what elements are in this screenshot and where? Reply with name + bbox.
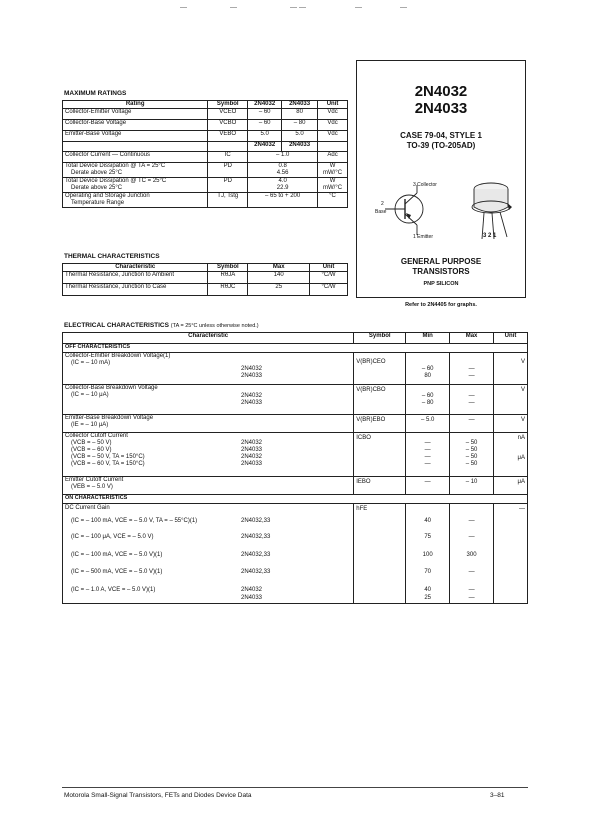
symbol-cell: ICBO [354, 433, 406, 477]
scan-mark-5: — [400, 4, 407, 11]
case-label-2: TO-39 (TO-205AD) [406, 141, 476, 150]
thermal-table-wrap [62, 263, 348, 296]
max-ratings-table-wrap [62, 100, 348, 208]
header-rating: Rating [63, 101, 208, 109]
rating-cell: Total Device Dissipation @ TA = 25°C [65, 162, 166, 169]
pin-collector-label: 3 Collector [413, 182, 437, 188]
table-row [63, 415, 528, 433]
symbol-cell: IEBO [354, 477, 406, 495]
param-device: 2N4032 [241, 366, 263, 372]
header-min: Min [406, 333, 450, 344]
rating-cell: Collector Current — Continuous [63, 151, 208, 162]
max-value: — [468, 399, 475, 406]
symbol-cell: TJ, Tstg [208, 192, 248, 207]
table-row [63, 177, 348, 192]
char-cell: Thermal Resistance, Junction to Case [63, 283, 208, 295]
unit-cell: °C/W [310, 283, 348, 295]
symbol-cell: RθJC [208, 283, 248, 295]
pin-emitter-label: 1 Emitter [413, 234, 434, 240]
min-value: — [424, 460, 431, 467]
unit-sub-cell: mW/°C [323, 184, 343, 191]
unit-cell: V [494, 353, 528, 385]
max-value: — [468, 366, 475, 372]
max-value: — [468, 569, 475, 575]
table-row [63, 283, 348, 295]
symbol-cell: hFE [354, 504, 406, 604]
min-value: — [406, 477, 450, 495]
part-number-1: 2N4032 [414, 83, 468, 100]
max-cell: 140 [248, 271, 310, 283]
value-cell: – 60 [248, 108, 282, 119]
min-value: 25 [424, 595, 431, 601]
unit-value: nA [517, 435, 525, 441]
symbol-cell: PD [208, 162, 248, 177]
table-row [63, 162, 348, 177]
on-device: 2N4032,33 [241, 518, 271, 524]
rating-cell: Operating and Storage Junction [65, 192, 150, 199]
unit-cell: Vdc [318, 130, 348, 141]
on-cond: (IC = – 500 mA, VCE = – 5.0 V)(1) [71, 569, 163, 575]
table-row [63, 108, 348, 119]
param-device: 2N4032 [241, 393, 263, 399]
scan-mark-3: — — [290, 4, 306, 11]
thermal-table [62, 263, 348, 296]
min-value: — [424, 440, 431, 446]
max-value: — [468, 595, 475, 601]
unit-cell: V [494, 415, 528, 433]
unit-cell: °C/W [310, 271, 348, 283]
max-value: — [468, 372, 475, 379]
on-cond: (IC = – 100 mA, VCE = – 5.0 V)(1) [71, 552, 163, 558]
table-row [63, 477, 528, 495]
unit-cell: W [329, 177, 336, 184]
rating-cell: Collector-Base Voltage [63, 119, 208, 130]
header-characteristic: Characteristic [63, 264, 208, 272]
unit-cell: V [494, 385, 528, 415]
header-unit: Unit [318, 101, 348, 109]
param-name: Emitter Cutoff Current [65, 477, 124, 483]
min-value: – 60 [421, 366, 434, 372]
table-row [63, 271, 348, 283]
electrical-title-note: (TA = 25°C unless otherwise noted.) [170, 323, 259, 329]
min-value: — [424, 446, 431, 453]
value-cell: 80 [282, 108, 318, 119]
max-value: 300 [466, 552, 477, 558]
header-unit: Unit [494, 333, 528, 344]
sub-header-2n4033: 2N4033 [282, 141, 318, 151]
on-cond: (IC = – 100 μA, VCE = – 5.0 V) [71, 534, 154, 540]
on-cond: (IC = – 1.0 A, VCE = – 5.0 V)(1) [71, 587, 156, 593]
package-pin-numbers: 3 2 1 [483, 233, 497, 239]
param-device: 2N4033 [241, 373, 263, 379]
table-row [63, 433, 528, 477]
electrical-header-row [63, 333, 528, 344]
symbol-cell: VEBO [208, 130, 248, 141]
min-value: – 60 [421, 393, 434, 399]
max-value: – 50 [465, 446, 478, 453]
max-value: – 10 [450, 477, 494, 495]
unit-cell: Adc [318, 151, 348, 162]
param-cond: (IC = – 10 mA) [71, 359, 111, 366]
max-value: – 50 [465, 453, 478, 460]
symbol-cell: IC [208, 151, 248, 162]
unit-cell: Vdc [318, 119, 348, 130]
min-value: 100 [422, 552, 433, 558]
table-row [63, 119, 348, 130]
param-device: 2N4033 [241, 461, 263, 467]
scan-mark-4: — [355, 4, 362, 11]
param-device: 2N4033 [241, 400, 263, 406]
max-value: — [450, 415, 494, 433]
pin-base-number: 2 [381, 201, 384, 207]
param-name: DC Current Gain [65, 505, 110, 511]
top-scan-marks [160, 4, 420, 12]
rating-cell: Emitter-Base Voltage [63, 130, 208, 141]
rating-sub-cell: Derate above 25°C [71, 169, 123, 176]
on-device: 2N4032,33 [241, 534, 271, 540]
param-device: 2N4032 [241, 454, 263, 460]
param-cond: (VCB = – 50 V) [71, 439, 112, 446]
max-value: — [468, 393, 475, 399]
unit-value: μA [517, 455, 525, 461]
refer-note: Refer to 2N4405 for graphs. [405, 302, 477, 308]
table-row [63, 504, 528, 604]
unit-cell: W [329, 162, 336, 169]
sub-header-2n4032: 2N4032 [248, 141, 282, 151]
electrical-table-wrap [62, 332, 528, 604]
param-device: 2N4033 [241, 447, 263, 453]
header-max: Max [450, 333, 494, 344]
unit-cell: — [494, 504, 528, 604]
min-value: – 80 [421, 399, 434, 406]
unit-cell: Vdc [318, 108, 348, 119]
max-cell: 25 [248, 283, 310, 295]
param-name: Collector-Base Breakdown Voltage [65, 385, 158, 391]
symbol-cell: VCEO [208, 108, 248, 119]
max-value: — [468, 587, 475, 593]
value-cell: 5.0 [248, 130, 282, 141]
header-2n4032: 2N4032 [248, 101, 282, 109]
char-cell: Thermal Resistance, Junction to Ambient [63, 271, 208, 283]
max-value: – 50 [465, 440, 478, 446]
min-value: — [424, 453, 431, 460]
max-ratings-table [62, 100, 348, 208]
header-symbol: Symbol [208, 101, 248, 109]
electrical-title: ELECTRICAL CHARACTERISTICS [64, 322, 169, 329]
min-value: 70 [424, 569, 431, 575]
rating-sub-cell: Temperature Range [71, 199, 125, 206]
rating-cell: Total Device Dissipation @ TC = 25°C [65, 177, 167, 184]
param-name: Collector-Emitter Breakdown Voltage(1) [65, 353, 171, 359]
max-value: — [468, 534, 475, 540]
electrical-title-line [64, 322, 259, 329]
symbol-cell: V(BR)CBO [354, 385, 406, 415]
param-name: Collector Cutoff Current [65, 433, 128, 439]
min-value: 40 [424, 587, 431, 593]
on-device: 2N4032 [241, 587, 263, 593]
param-name: Emitter-Base Breakdown Voltage [65, 415, 154, 421]
symbol-cell: PD [208, 177, 248, 192]
on-device: 2N4033 [241, 595, 263, 601]
table-row [63, 385, 528, 415]
on-cond: (IC = – 100 mA, VCE = – 5.0 V, TA = – 55°C)(1) [71, 518, 198, 524]
max-ratings-header-row [63, 101, 348, 109]
value-cell: – 80 [282, 119, 318, 130]
header-unit: Unit [310, 264, 348, 272]
header-2n4033: 2N4033 [282, 101, 318, 109]
value-sub-cell: 22.9 [276, 184, 289, 191]
unit-sub-cell: mW/°C [323, 169, 343, 176]
description-line-2: TRANSISTORS [412, 267, 470, 276]
case-label-1: CASE 79-04, STYLE 1 [400, 131, 482, 140]
min-value: 75 [424, 534, 431, 540]
description-line-3: PNP SILICON [423, 281, 459, 287]
param-cond: (VCB = – 60 V) [71, 446, 112, 453]
sub-header-row [63, 141, 348, 151]
footer-rule [62, 787, 528, 788]
symbol-cell: VCBO [208, 119, 248, 130]
on-device: 2N4032,33 [241, 569, 271, 575]
pin-base-label: Base [375, 209, 387, 215]
value-cell: – 1.0 [248, 151, 318, 162]
max-value: – 50 [465, 460, 478, 467]
max-ratings-title: MAXIMUM RATINGS [64, 90, 127, 97]
scan-mark-2: — [230, 4, 237, 11]
on-section-row [63, 495, 528, 504]
value-cell: – 65 to + 200 [248, 192, 318, 207]
off-characteristics-title: OFF CHARACTERISTICS [63, 344, 528, 353]
part-box [356, 60, 526, 298]
table-row [63, 151, 348, 162]
param-cond: (VCB = – 60 V, TA = 150°C) [71, 460, 145, 467]
header-max: Max [248, 264, 310, 272]
header-symbol: Symbol [354, 333, 406, 344]
symbol-cell: V(BR)CEO [354, 353, 406, 385]
thermal-title: THERMAL CHARACTERISTICS [64, 253, 160, 260]
unit-cell: μA [494, 477, 528, 495]
value-cell: – 60 [248, 119, 282, 130]
param-cond: (IC = – 10 μA) [71, 391, 109, 398]
description-line-1: GENERAL PURPOSE [400, 257, 482, 266]
max-value: — [468, 518, 475, 524]
part-number-2: 2N4033 [414, 100, 468, 117]
off-section-row [63, 344, 528, 353]
scan-mark-1: — [180, 4, 187, 11]
table-row [63, 130, 348, 141]
param-cond: (VCB = – 50 V, TA = 150°C) [71, 453, 145, 460]
value-cell: 0.8 [278, 162, 287, 169]
header-symbol: Symbol [208, 264, 248, 272]
param-cond: (VEB = – 5.0 V) [71, 483, 113, 490]
on-characteristics-title: ON CHARACTERISTICS [63, 495, 528, 504]
table-row [63, 192, 348, 207]
min-value: 80 [424, 372, 431, 379]
header-characteristic: Characteristic [63, 333, 354, 344]
symbol-cell: RθJA [208, 271, 248, 283]
on-device: 2N4032,33 [241, 552, 271, 558]
unit-cell: °C [318, 192, 348, 207]
param-cond: (IE = – 10 μA) [71, 421, 109, 428]
value-cell: 5.0 [282, 130, 318, 141]
min-value: – 5.0 [406, 415, 450, 433]
param-device: 2N4032 [241, 440, 263, 446]
min-value: 40 [424, 518, 431, 524]
rating-sub-cell: Derate above 25°C [71, 184, 123, 191]
electrical-table [62, 332, 528, 604]
footer-left: Motorola Small-Signal Transistors, FETs and Diodes Device Data [64, 792, 252, 799]
table-row [63, 353, 528, 385]
thermal-header-row [63, 264, 348, 272]
value-sub-cell: 4.56 [276, 169, 289, 176]
value-cell: 4.0 [278, 177, 287, 184]
symbol-cell: V(BR)EBO [354, 415, 406, 433]
rating-cell: Collector-Emitter Voltage [63, 108, 208, 119]
footer-right: 3–81 [490, 792, 505, 799]
